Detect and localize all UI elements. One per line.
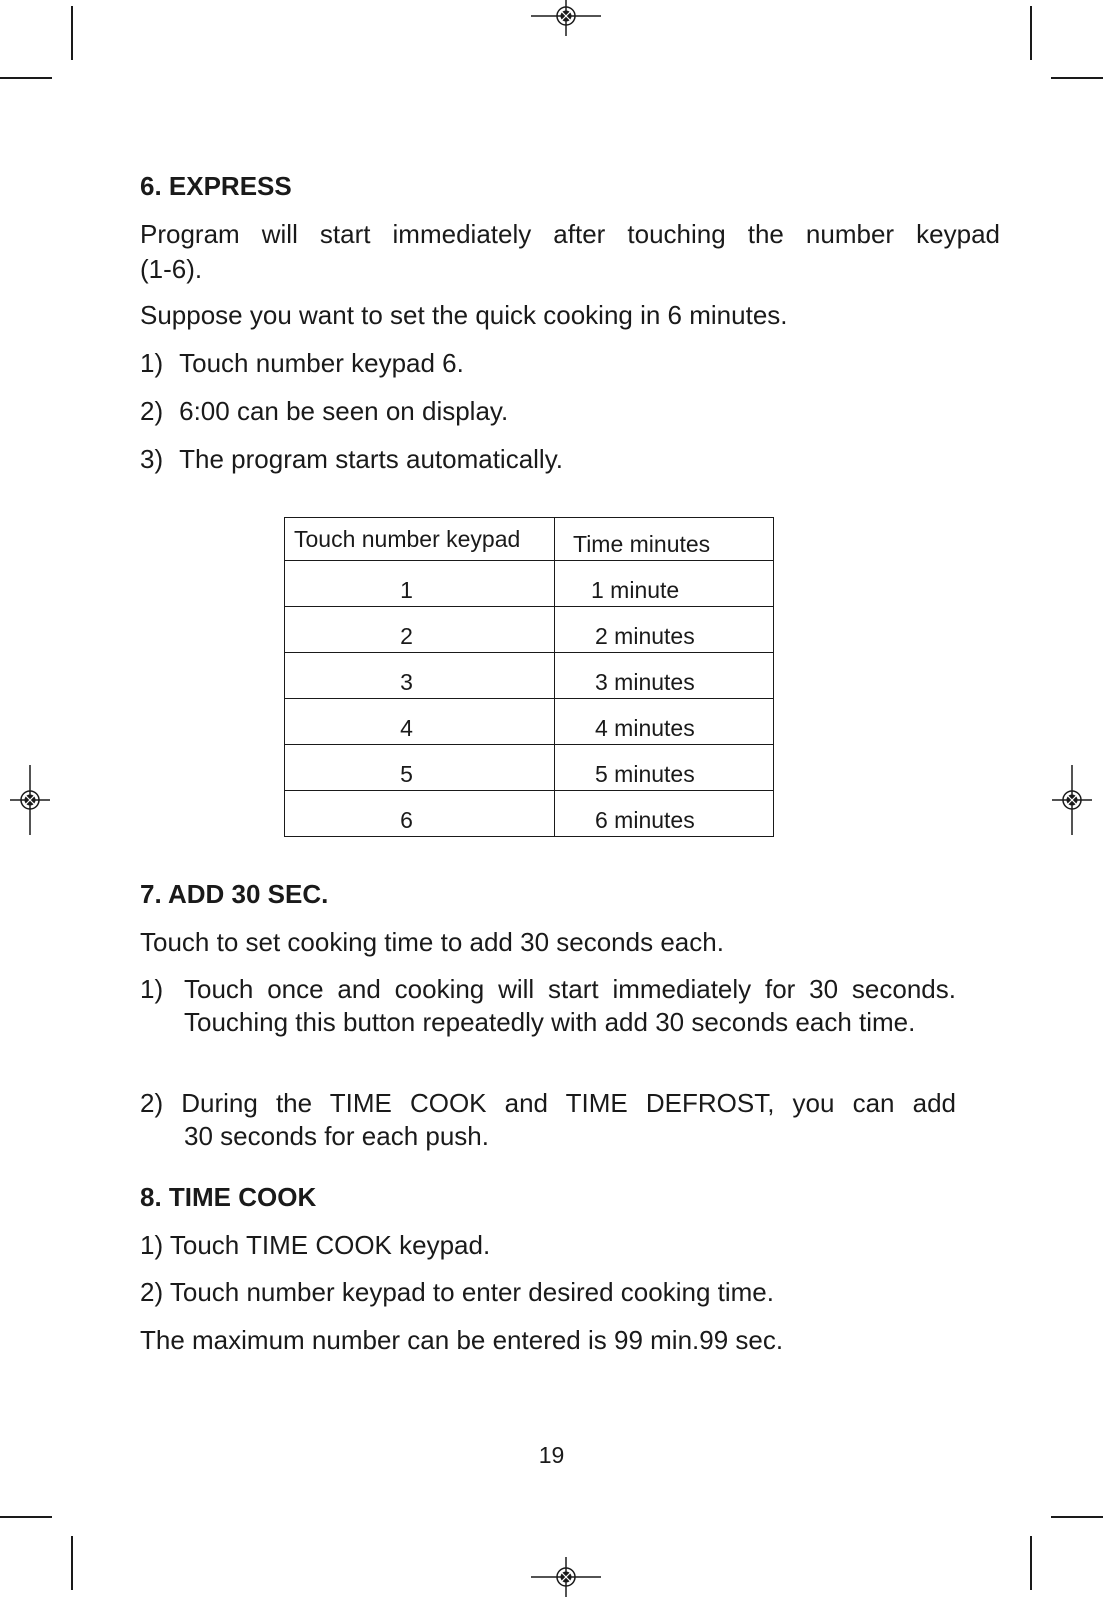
crop-mark (71, 1536, 73, 1590)
timecook-step1: 1) Touch TIME COOK keypad. (140, 1230, 491, 1260)
add30-step2-line2: 30 seconds for each push. (184, 1121, 489, 1151)
keypad-cell: 4 (285, 699, 555, 745)
step-number: 2) (140, 396, 164, 426)
time-cell: 1 minute (555, 561, 774, 607)
step-number: 1) (140, 974, 164, 1004)
section-heading-add30: 7. ADD 30 SEC. (140, 879, 329, 909)
list-item (140, 394, 508, 428)
step-text: The program starts automatically. (179, 444, 564, 474)
crop-mark (71, 6, 73, 60)
table-row (285, 699, 774, 745)
section-heading-timecook: 8. TIME COOK (140, 1182, 317, 1212)
registration-mark-icon (531, 1557, 601, 1597)
time-cell: 3 minutes (555, 653, 774, 699)
add30-step2-line1: 2) During the TIME COOK and TIME DEFROST, you can add (140, 1088, 956, 1118)
crop-mark (1051, 77, 1103, 79)
timecook-step2: 2) Touch number keypad to enter desired cooking time. (140, 1277, 774, 1307)
crop-mark (1051, 1516, 1103, 1518)
crop-mark (1030, 1536, 1032, 1590)
add30-intro: Touch to set cooking time to add 30 seconds each. (140, 927, 724, 957)
list-item (140, 973, 956, 1039)
timecook-note: The maximum number can be entered is 99 min.99 sec. (140, 1325, 784, 1355)
express-intro-line2: (1-6). (140, 254, 203, 284)
express-suppose: Suppose you want to set the quick cooking in 6 minutes. (140, 300, 788, 330)
table-row (285, 607, 774, 653)
time-cell: 2 minutes (555, 607, 774, 653)
step-text: Touch number keypad 6. (179, 348, 464, 378)
step-number: 1) (140, 348, 164, 378)
express-keypad-table (284, 517, 774, 837)
column-header: Time minutes (555, 518, 774, 561)
table-row (285, 745, 774, 791)
keypad-cell: 3 (285, 653, 555, 699)
time-cell: 4 minutes (555, 699, 774, 745)
list-item (140, 442, 563, 476)
page-number: 19 (538, 1442, 565, 1468)
express-intro-line1: Program will start immediately after touching the number keypad (140, 219, 1000, 249)
table-row (285, 653, 774, 699)
keypad-cell: 6 (285, 791, 555, 837)
step-text: 6:00 can be seen on display. (179, 396, 509, 426)
step-number: 3) (140, 444, 164, 474)
registration-mark-icon (531, 0, 601, 36)
crop-mark (1030, 6, 1032, 60)
section-heading-express: 6. EXPRESS (140, 171, 292, 201)
time-cell: 5 minutes (555, 745, 774, 791)
crop-mark (0, 1516, 52, 1518)
step-text: Touch once and cooking will start immediately for 30 seconds. Touching this button repeatedly with add 30 seconds each time. (184, 974, 956, 1037)
registration-mark-icon (10, 765, 50, 835)
table-header-row (285, 518, 774, 561)
keypad-cell: 1 (285, 561, 555, 607)
crop-mark (0, 77, 52, 79)
time-cell: 6 minutes (555, 791, 774, 837)
keypad-cell: 2 (285, 607, 555, 653)
column-header: Touch number keypad (285, 518, 555, 561)
keypad-cell: 5 (285, 745, 555, 791)
registration-mark-icon (1052, 765, 1092, 835)
list-item (140, 346, 464, 380)
table-row (285, 791, 774, 837)
table-row (285, 561, 774, 607)
